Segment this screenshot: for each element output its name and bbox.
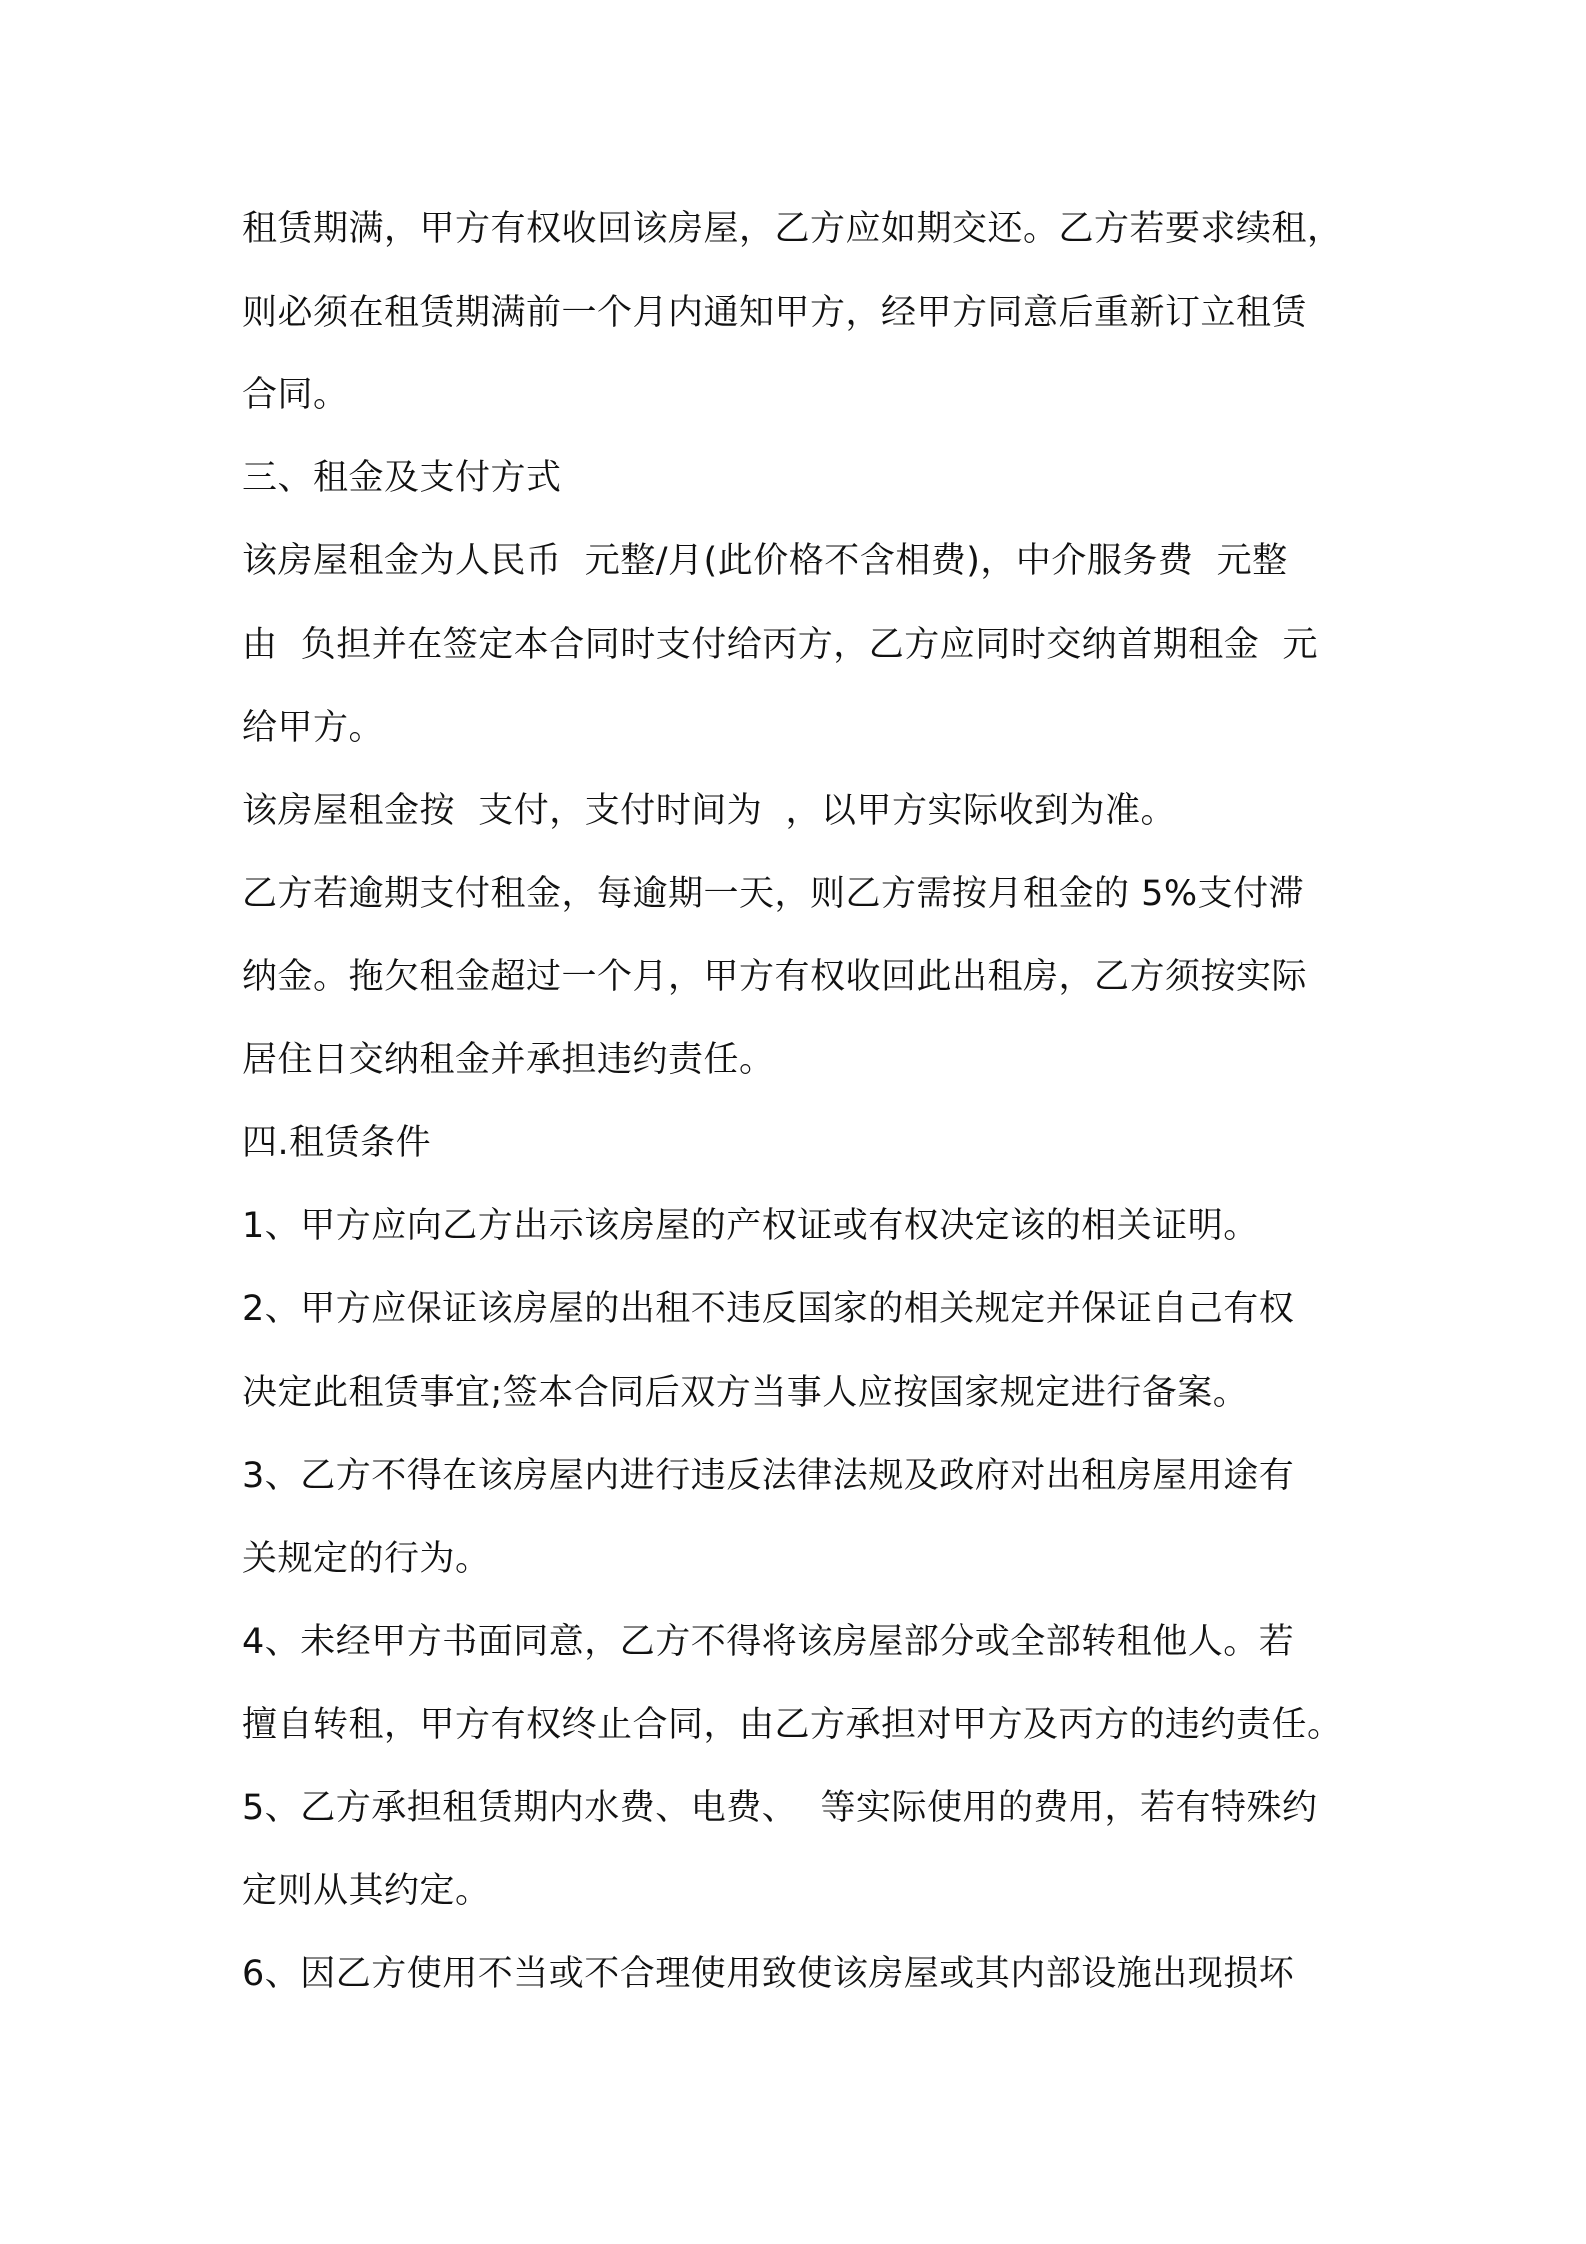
section-heading-4: 四.租赁条件 [242, 1123, 432, 1163]
text-line-6: 由 负担并在签定本合同时支付给丙方，乙方应同时交纳首期租金 元 [242, 625, 1319, 665]
text-line-22: 6、因乙方使用不当或不合理使用致使该房屋或其内部设施出现损坏 [242, 1954, 1295, 1994]
section-heading-3: 三、租金及支付方式 [242, 458, 562, 498]
text-line-10: 纳金。拖欠租金超过一个月，甲方有权收回此出租房，乙方须按实际 [242, 957, 1308, 997]
text-line-17: 关规定的行为。 [242, 1539, 491, 1579]
text-line-11: 居住日交纳租金并承担违约责任。 [242, 1040, 775, 1080]
text-line-1: 租赁期满，甲方有权收回该房屋，乙方应如期交还。乙方若要求续租， [242, 209, 1343, 249]
text-line-7: 给甲方。 [242, 708, 385, 748]
text-line-19: 擅自转租，甲方有权终止合同，由乙方承担对甲方及丙方的违约责任。 [242, 1705, 1343, 1745]
text-line-20: 5、乙方承担租赁期内水费、电费、 等实际使用的费用，若有特殊约 [242, 1788, 1318, 1828]
text-line-21: 定则从其约定。 [242, 1871, 491, 1911]
text-line-15: 决定此租赁事宜;签本合同后双方当事人应按国家规定进行备案。 [242, 1373, 1249, 1413]
text-line-18: 4、未经甲方书面同意，乙方不得将该房屋部分或全部转租他人。若 [242, 1622, 1295, 1662]
text-line-8: 该房屋租金按 支付，支付时间为 ，以甲方实际收到为准。 [242, 791, 1177, 831]
text-line-16: 3、乙方不得在该房屋内进行违反法律法规及政府对出租房屋用途有 [242, 1456, 1295, 1496]
text-line-9: 乙方若逾期支付租金，每逾期一天，则乙方需按月租金的 5%支付滞 [242, 874, 1305, 914]
text-line-3: 合同。 [242, 375, 349, 415]
text-line-14: 2、甲方应保证该房屋的出租不违反国家的相关规定并保证自己有权 [242, 1289, 1295, 1329]
text-line-2: 则必须在租赁期满前一个月内通知甲方，经甲方同意后重新订立租赁 [242, 293, 1308, 333]
text-line-13: 1、甲方应向乙方出示该房屋的产权证或有权决定该的相关证明。 [242, 1206, 1259, 1246]
text-line-5: 该房屋租金为人民币 元整/月(此价格不含相费)，中介服务费 元整 [242, 541, 1288, 581]
